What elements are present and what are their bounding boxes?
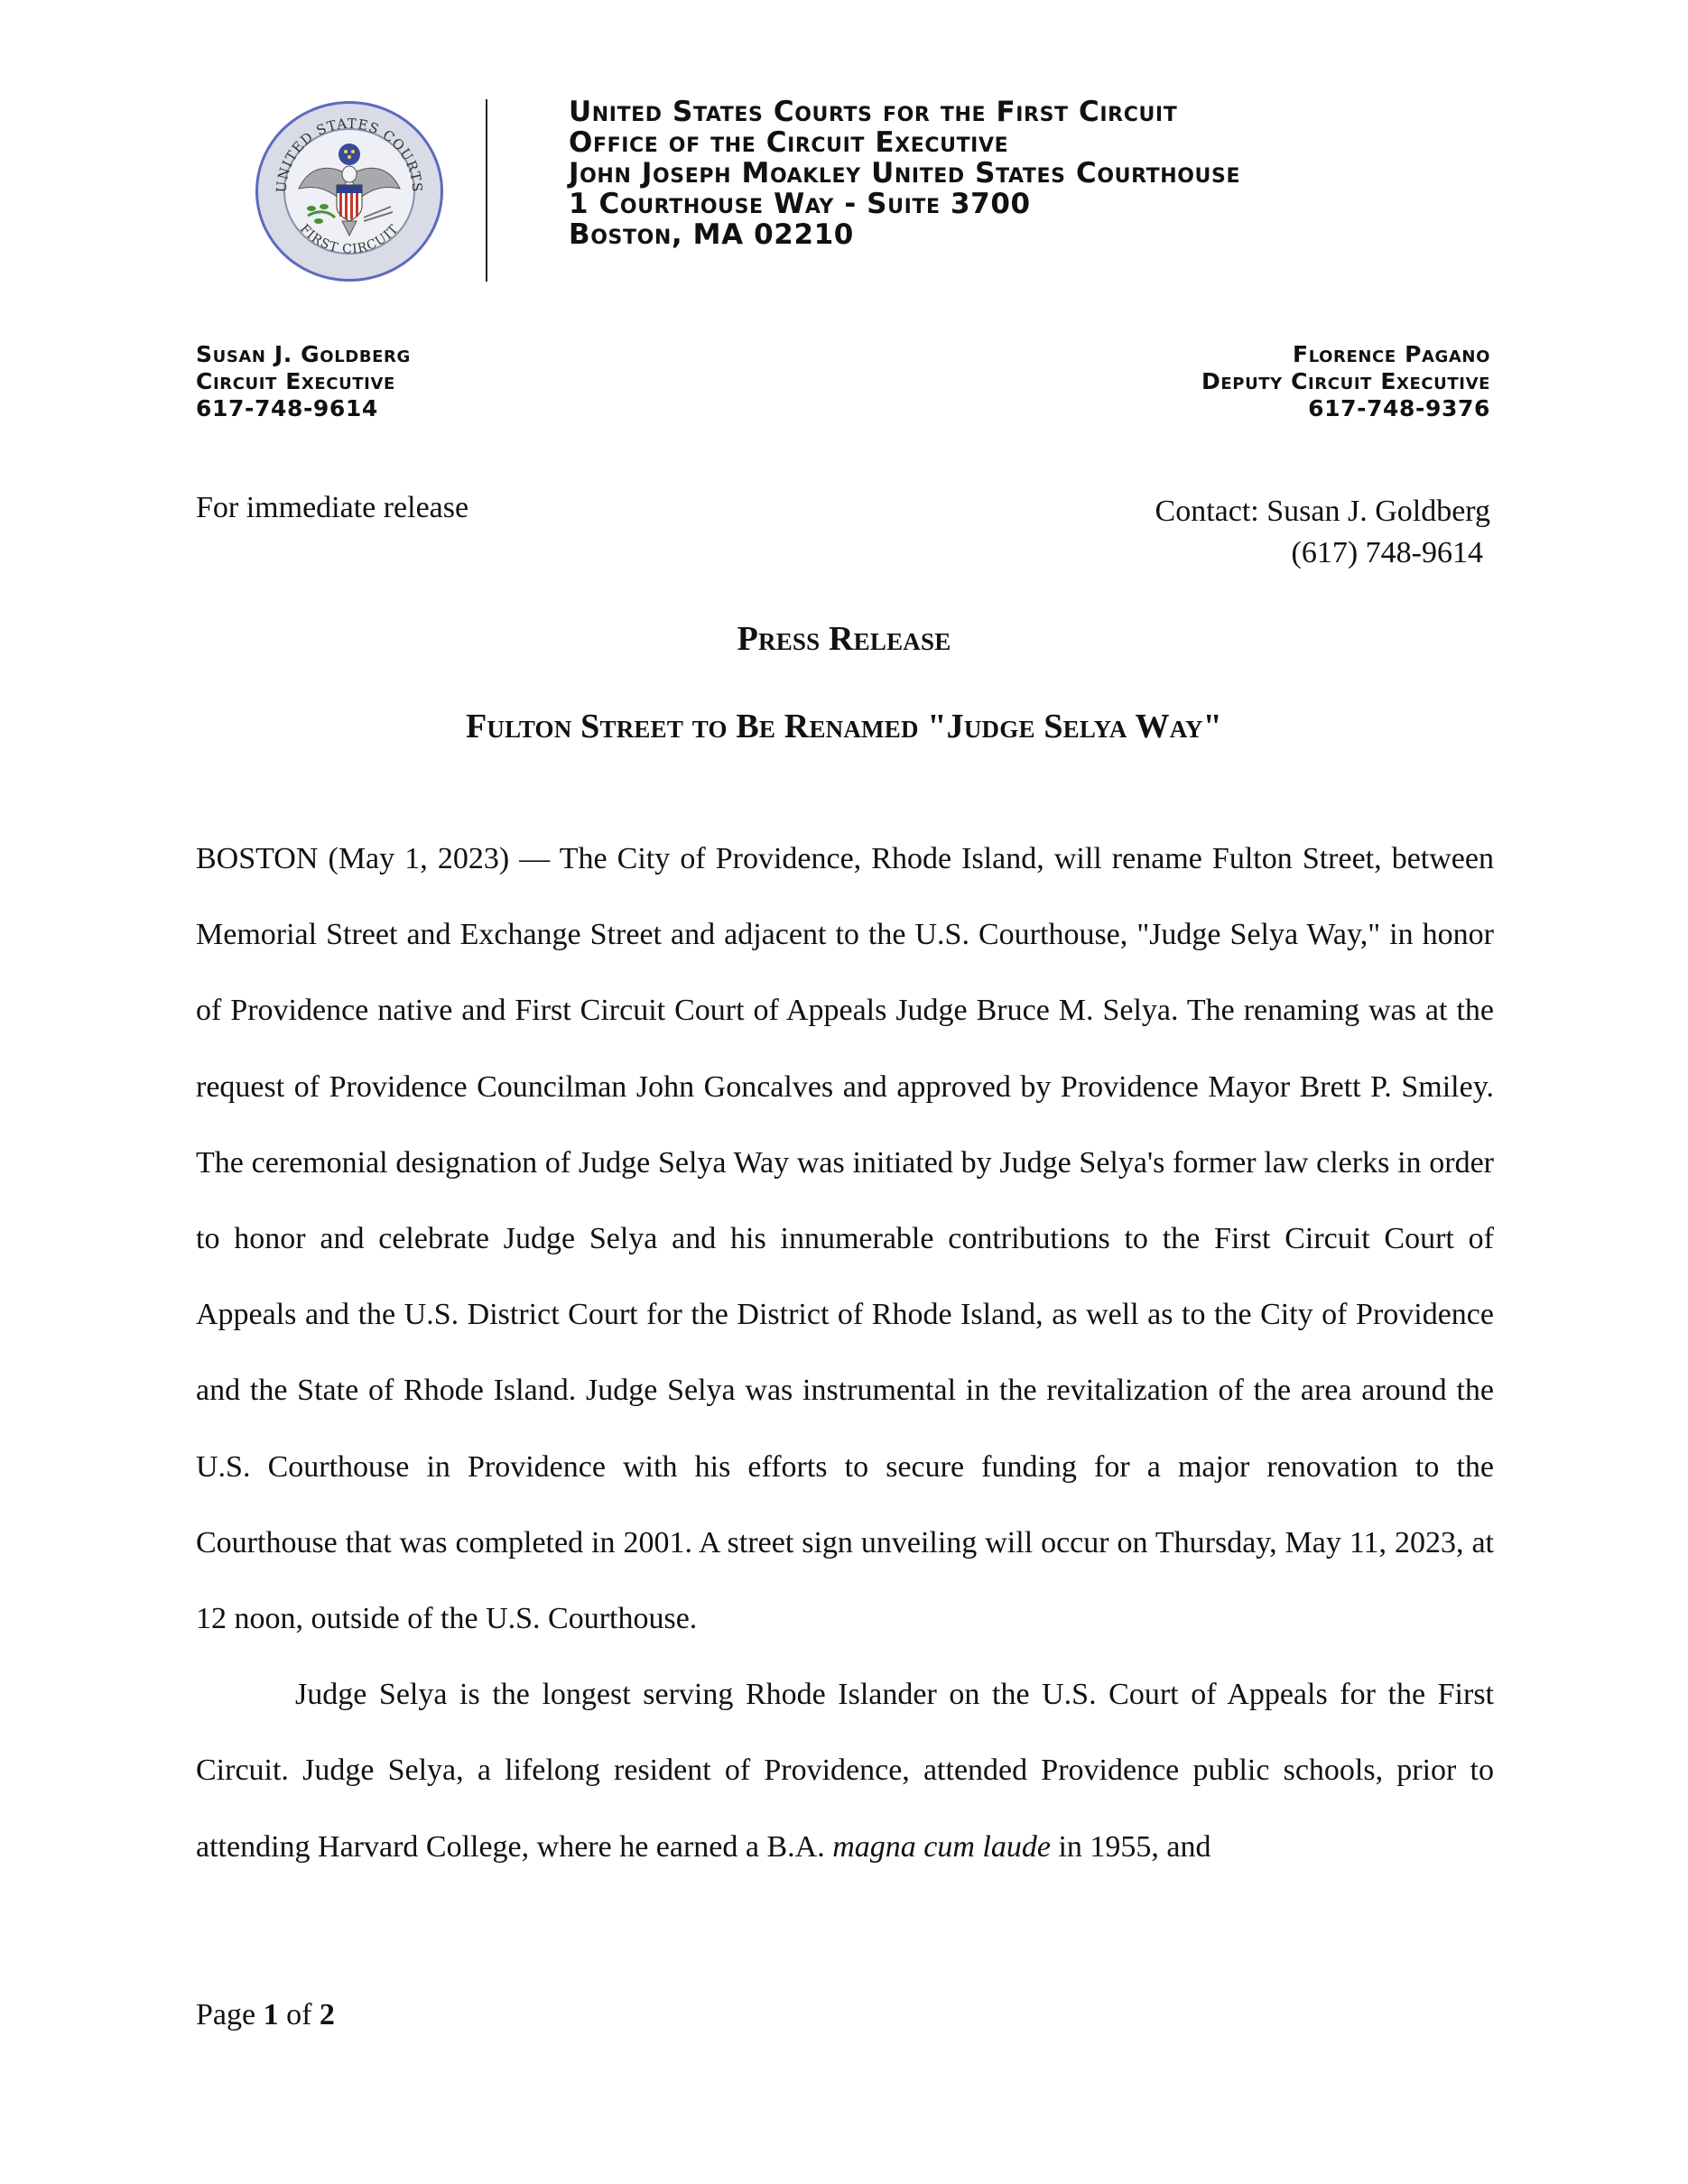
page-number <box>196 1998 335 2032</box>
deputy-executive-block <box>1201 341 1490 422</box>
article-body <box>196 821 1494 1885</box>
seal-icon <box>252 98 447 284</box>
contact-name: Contact: Susan J. Goldberg <box>1155 495 1490 528</box>
total-pages: 2 <box>319 1998 335 2031</box>
paragraph-2-tail: in 1955, and <box>1050 1829 1211 1864</box>
release-label: For immediate release <box>196 491 469 524</box>
latin-honor: magna cum laude <box>832 1829 1051 1864</box>
letterhead-divider <box>486 99 487 282</box>
officer-title: Deputy Circuit Executive <box>1201 368 1490 394</box>
office-line-street: 1 Courthouse Way - Suite 3700 <box>569 188 1031 220</box>
office-line-city: Boston, MA 02210 <box>569 218 854 251</box>
office-line-courthouse: John Joseph Moakley United States Courthouse <box>569 157 1241 190</box>
seal-top-text: UNITED STATES COURTS <box>273 115 426 193</box>
page-word: Page <box>196 1998 256 2031</box>
paragraph-2-text: Judge Selya is the longest serving Rhode Islander on the U.S. Court of Appeals for the First Circuit. Judge Selya, a lifelong resident of Providence, attended Providence public schools, prior to attending Harvard College, where he earned a B.A. <box>196 1678 1494 1864</box>
article-paragraph-2 <box>196 1657 1494 1885</box>
press-release-heading: Press Release <box>737 620 951 658</box>
officer-name: Florence Pagano <box>1293 341 1490 367</box>
current-page: 1 <box>263 1998 279 2031</box>
article-paragraph-1: BOSTON (May 1, 2023) — The City of Providence, Rhode Island, will rename Fulton Street, between Memorial Street and Exchange Street and adjacent to the U.S. Courthouse, "Judge Selya Way," in honor of Providence native and First Circuit Court of Appeals Judge Bruce M. Selya. The renaming was at the request of Providence Councilman John Goncalves and approved by Providence Mayor Brett P. Smiley. The ceremonial designation of Judge Selya Way was initiated by Judge Selya's former law clerks in order to honor and celebrate Judge Selya and his innumerable contributions to the First Circuit Court of Appeals and the U.S. District Court for the District of Rhode Island, as well as to the City of Providence and the State of Rhode Island. Judge Selya was instrumental in the revitalization of the area around the U.S. Courthouse in Providence with his efforts to secure funding for a major renovation to the Courthouse that was completed in 2001. A street sign unveiling will occur on Thursday, May 11, 2023, at 12 noon, outside of the U.S. Courthouse. <box>196 842 1494 1636</box>
headline: Fulton Street to Be Renamed "Judge Selya Way" <box>466 708 1222 745</box>
letterhead-address <box>569 97 1240 250</box>
officer-name: Susan J. Goldberg <box>196 341 411 367</box>
officer-title: Circuit Executive <box>196 368 395 394</box>
of-word: of <box>286 1998 312 2031</box>
contact-block <box>1155 491 1490 574</box>
circuit-executive-block <box>196 341 411 422</box>
contact-phone: (617) 748-9614 <box>1291 536 1483 569</box>
office-line-office: Office of the Circuit Executive <box>569 126 1009 159</box>
officer-phone: 617-748-9376 <box>1308 395 1490 421</box>
office-line-court: United States Courts for the First Circuit <box>569 96 1178 128</box>
officer-phone: 617-748-9614 <box>196 395 378 421</box>
seal-bottom-text: FIRST CIRCUIT <box>296 221 403 257</box>
court-seal <box>252 98 447 284</box>
